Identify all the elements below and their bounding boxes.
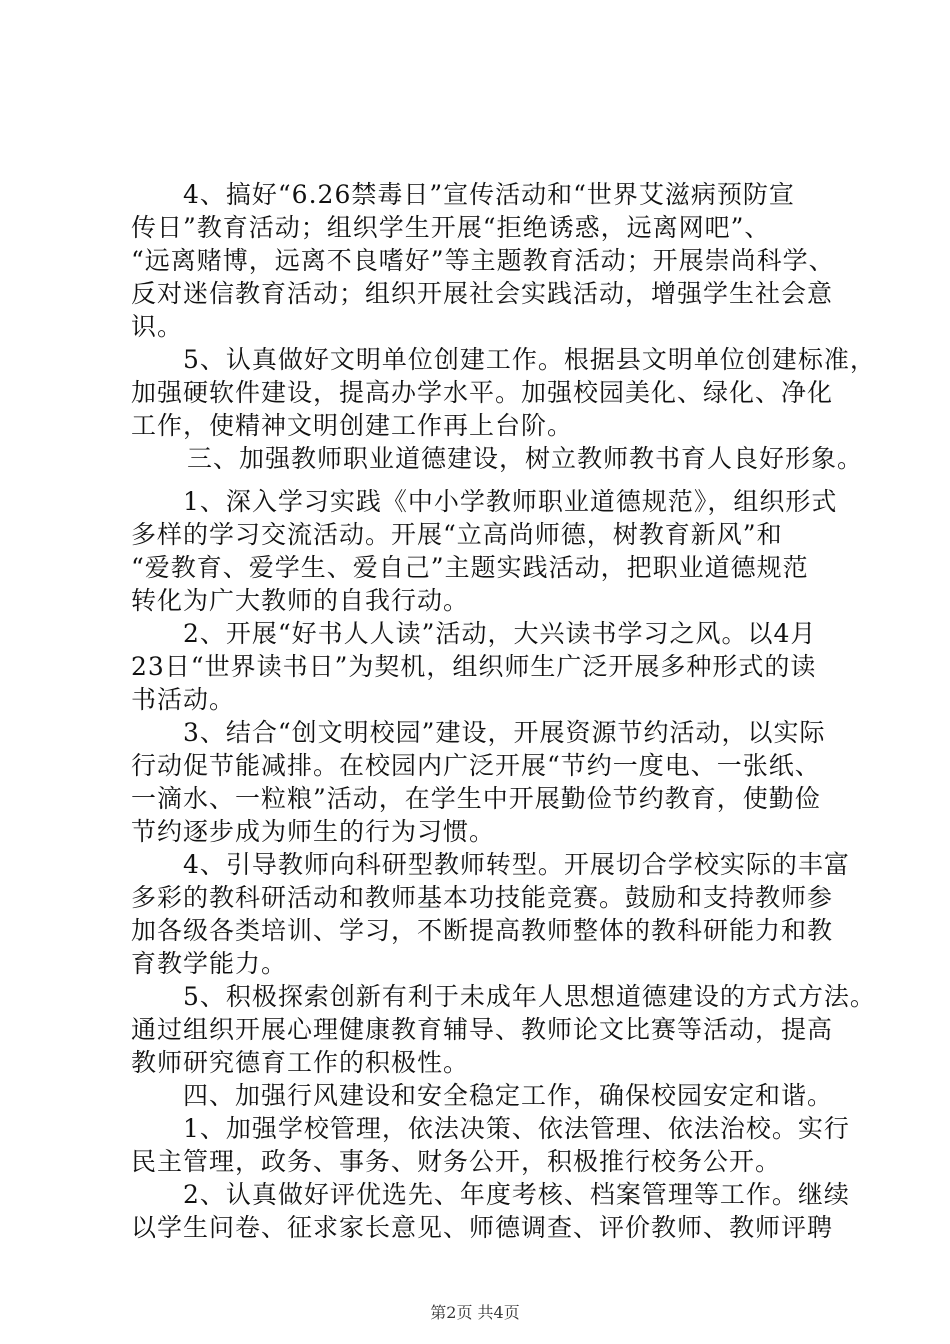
paragraph-teacher-3 <box>131 716 831 848</box>
text-line: 通过组织开展心理健康教育辅导、教师论文比赛等活动，提高 <box>131 1015 834 1044</box>
text-line: 民主管理，政务、事务、财务公开，积极推行校务公开。 <box>131 1147 782 1176</box>
section-heading-four <box>131 1079 834 1112</box>
paragraph-safety-1 <box>131 1112 850 1178</box>
text-line: 工作，使精神文明创建工作再上台阶。 <box>131 411 574 440</box>
text-line: 2、开展“好书人人读”活动，大兴读书学习之风。以4月 <box>157 619 817 648</box>
paragraph-teacher-5 <box>131 980 876 1079</box>
paragraph-teacher-1 <box>131 485 838 617</box>
text-line: 1、加强学校管理，依法决策、依法管理、依法治校。实行 <box>157 1114 850 1143</box>
text-line: 反对迷信教育活动；组织开展社会实践活动，增强学生社会意 <box>131 279 834 308</box>
text-line: 23日“世界读书日”为契机，组织师生广泛开展多种形式的读 <box>131 652 817 681</box>
text-line: 传日”教育活动；组织学生开展“拒绝诱惑，远离网吧”、 <box>131 213 771 242</box>
text-line: 三、加强教师职业道德建设，树立教师教书育人良好形象。 <box>135 444 864 473</box>
page-number-footer: 第2页 共4页 <box>430 1303 520 1322</box>
section-heading-three <box>131 442 864 475</box>
text-line: 1、深入学习实践《中小学教师职业道德规范》，组织形式 <box>157 487 838 516</box>
text-line: 识。 <box>131 312 184 341</box>
text-line: 4、引导教师向科研型教师转型。开展切合学校实际的丰富 <box>157 850 850 879</box>
text-line: 一滴水、一粒粮”活动，在学生中开展勤俭节约教育，使勤俭 <box>131 784 821 813</box>
text-line: 书活动。 <box>131 685 236 714</box>
text-line: 教师研究德育工作的积极性。 <box>131 1048 470 1077</box>
text-line: 3、结合“创文明校园”建设，开展资源节约活动，以实际 <box>157 718 826 747</box>
paragraph-teacher-4 <box>131 848 850 980</box>
text-line: 5、认真做好文明单位创建工作。根据县文明单位创建标准， <box>157 345 876 374</box>
text-line: 四、加强行风建设和安全稳定工作，确保校园安定和谐。 <box>157 1081 834 1110</box>
text-line: “爱教育、爱学生、爱自己”主题实践活动，把职业道德规范 <box>131 553 809 582</box>
text-line: 多彩的教科研活动和教师基本功技能竞赛。鼓励和支持教师参 <box>131 883 834 912</box>
paragraph-teacher-2 <box>131 617 831 716</box>
text-line: 节约逐步成为师生的行为习惯。 <box>131 817 496 846</box>
text-line: 5、积极探索创新有利于未成年人思想道德建设的方式方法。 <box>157 982 876 1011</box>
paragraph-item-5-civilization <box>131 343 876 442</box>
text-line: “远离赌博，远离不良嗜好”等主题教育活动；开展崇尚科学、 <box>131 246 835 275</box>
text-line: 育教学能力。 <box>131 949 288 978</box>
text-line: 转化为广大教师的自我行动。 <box>131 586 470 615</box>
text-line: 加各级各类培训、学习，不断提高教师整体的教科研能力和教 <box>131 916 834 945</box>
text-line: 行动促节能减排。在校园内广泛开展“节约一度电、一张纸、 <box>131 751 821 780</box>
text-line: 多样的学习交流活动。开展“立高尚师德，树教育新风”和 <box>131 520 783 549</box>
paragraph-safety-2 <box>131 1178 850 1244</box>
text-line: 4、搞好“6.26禁毒日”宣传活动和“世界艾滋病预防宣 <box>157 180 795 209</box>
text-line: 加强硬软件建设，提高办学水平。加强校园美化、绿化、净化 <box>131 378 834 407</box>
text-line: 2、认真做好评优选先、年度考核、档案管理等工作。继续 <box>157 1180 850 1209</box>
text-line: 以学生问卷、征求家长意见、师德调查、评价教师、教师评聘 <box>131 1213 834 1242</box>
paragraph-item-4-drug <box>131 178 835 343</box>
